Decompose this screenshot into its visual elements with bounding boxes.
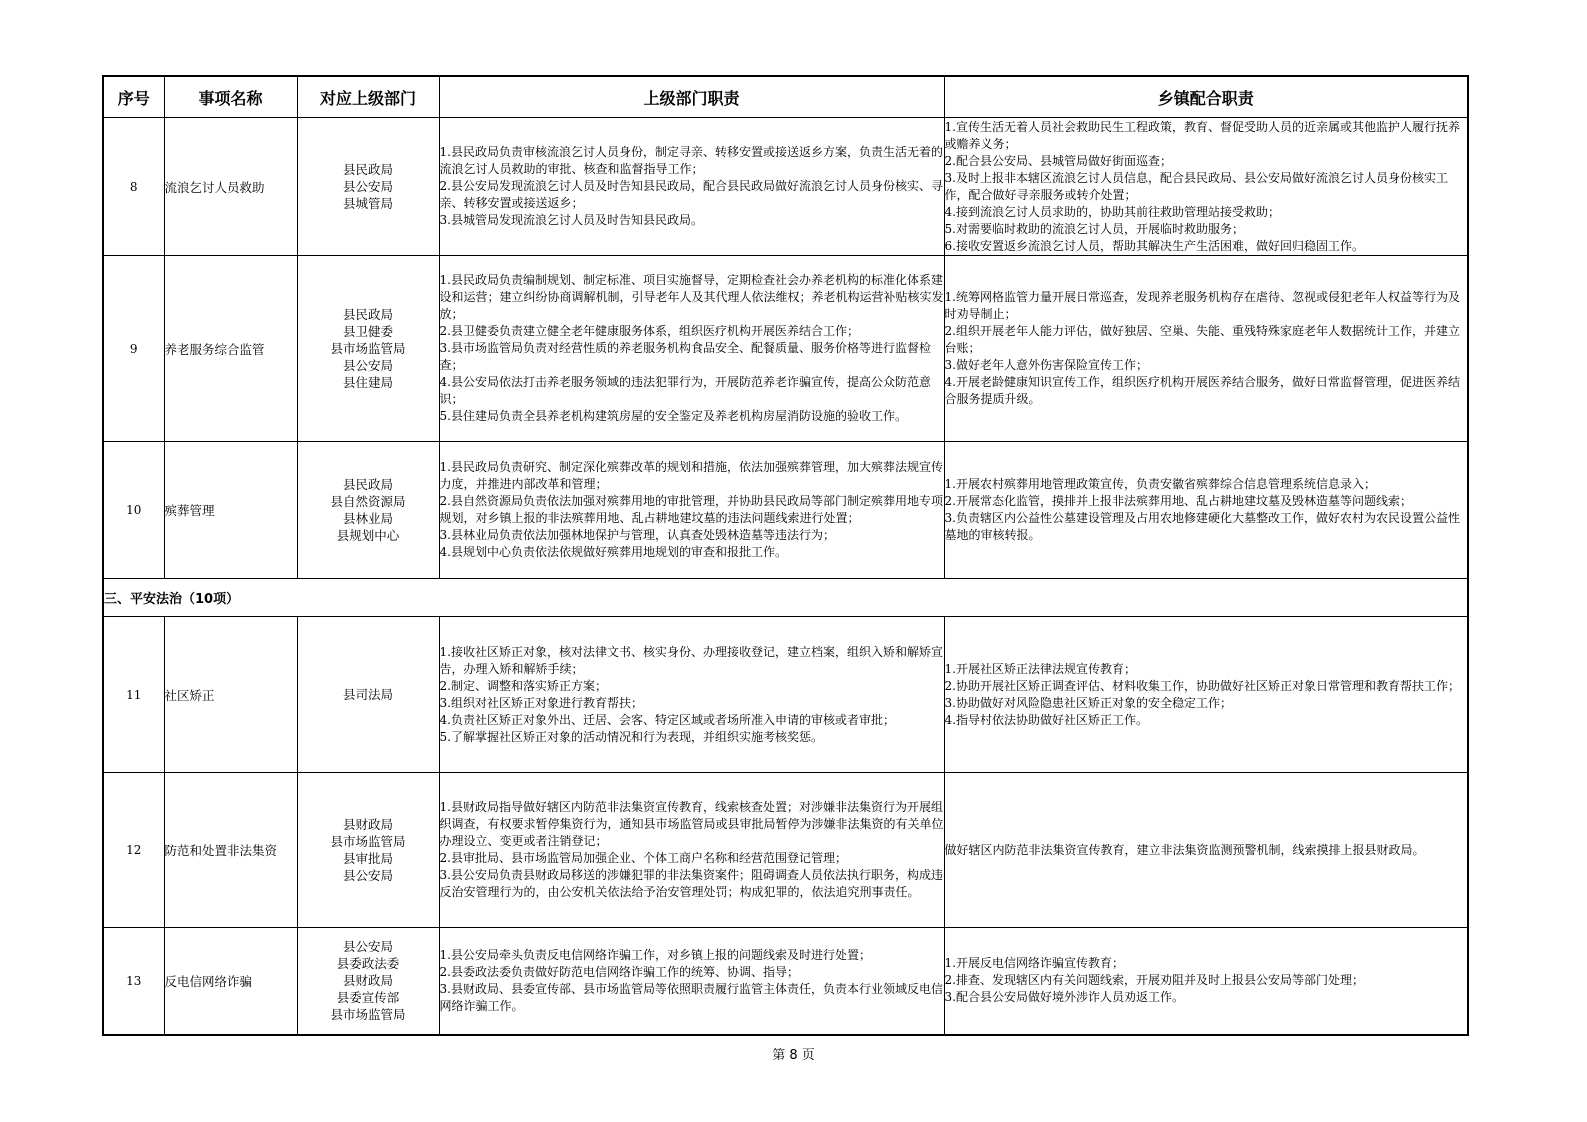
upper-duty-item: 2.县自然资源局负责依法加强对殡葬用地的审批管理，并协助县民政局等部门制定殡葬用地专项规划，对乡镇上报的非法殡葬用地、乱占耕地建坟墓的违法问题线索进行处置； <box>439 494 943 525</box>
town-duty-item: 3.配合县公安局做好境外涉诈人员劝返工作。 <box>944 990 1184 1005</box>
upper-duty-item: 3.县财政局、县委宣传部、县市场监管局等依照职责履行监管主体责任，负责本行业领域反电信网络诈骗工作。 <box>439 981 943 1013</box>
row-number: 13 <box>103 928 164 1035</box>
town-duty-item: 4.指导村依法协助做好社区矫正工作。 <box>944 712 1148 727</box>
table-body-a <box>103 118 1468 579</box>
page-footer: 第 8 页 <box>772 1048 815 1063</box>
header-num: 序号 <box>103 76 164 118</box>
upper-duty-item: 3.县市场监管局负责对经营性质的养老服务机构食品安全、配餐质量、服务价格等进行监督检查； <box>439 341 931 372</box>
item-name: 流浪乞讨人员救助 <box>164 118 297 256</box>
row-number: 12 <box>103 773 164 928</box>
table-body-b <box>103 617 1468 1035</box>
town-duty-item: 1.宣传生活无着人员社会救助民生工程政策，教育、督促受助人员的近亲属或其他监护人履行抚养或赡养义务； <box>944 119 1460 151</box>
upper-departments <box>297 773 439 928</box>
row-number: 9 <box>103 256 164 442</box>
upper-duty-item: 3.县公安局负责县财政局移送的涉嫌犯罪的非法集资案件；阻碍调查人员依法执行职务，构成违反治安管理行为的，由公安机关依法给予治安管理处罚；构成犯罪的，依法追究刑事责任。 <box>439 868 943 899</box>
item-name: 防范和处置非法集资 <box>164 773 297 928</box>
upper-duty-item: 2.制定、调整和落实矫正方案； <box>439 678 607 693</box>
table-row <box>103 773 1468 928</box>
upper-departments <box>297 617 439 773</box>
upper-departments <box>297 256 439 442</box>
town-duty <box>944 773 1468 928</box>
department-name: 县委宣传部 <box>336 990 400 1006</box>
upper-duty <box>439 256 944 442</box>
town-duty-item: 2.配合县公安局、县城管局做好街面巡查； <box>944 153 1172 168</box>
department-name: 县财政局 <box>342 817 393 832</box>
table-row <box>103 256 1468 442</box>
department-name: 县民政局 <box>342 477 393 492</box>
department-name: 县财政局 <box>342 973 393 989</box>
department-name: 县委政法委 <box>336 956 400 972</box>
upper-duty-item: 5.了解掌握社区矫正对象的活动情况和行为表现，并组织实施考核奖惩。 <box>439 729 823 744</box>
header-upper-dept: 对应上级部门 <box>297 76 439 118</box>
town-duty-item: 6.接收安置返乡流浪乞讨人员，帮助其解决生产生活困难，做好回归稳固工作。 <box>944 238 1364 253</box>
upper-duty-item: 5.县住建局负责全县养老机构建筑房屋的安全鉴定及养老机构房屋消防设施的验收工作。 <box>439 409 907 423</box>
department-name: 县市场监管局 <box>330 1007 406 1023</box>
upper-duty-item: 2.县卫健委负责建立健全老年健康服务体系，组织医疗机构开展医养结合工作； <box>439 324 859 338</box>
town-duty-item: 1.开展农村殡葬用地管理政策宣传，负责安徽省殡葬综合信息管理系统信息录入； <box>944 477 1376 491</box>
town-duty-item: 做好辖区内防范非法集资宣传教育，建立非法集资监测预警机制，线索摸排上报县财政局。 <box>944 842 1425 857</box>
table-row <box>103 928 1468 1035</box>
department-name: 县公安局 <box>342 868 393 883</box>
upper-duty-item: 1.县民政局负责编制规划、制定标准、项目实施督导，定期检查社会办养老机构的标准化体系建设和运营；建立纠纷协商调解机制，引导老年人及其代理人依法维权；养老机构运营补贴核实发放； <box>439 273 944 321</box>
upper-duty-item: 3.县城管局发现流浪乞讨人员及时告知县民政局。 <box>439 213 703 227</box>
town-duty-item: 3.及时上报非本辖区流浪乞讨人员信息，配合县民政局、县公安局做好流浪乞讨人员身份核实工作，配合做好寻亲服务或转介处置； <box>944 170 1448 202</box>
department-name: 县民政局 <box>342 307 393 322</box>
header-row <box>103 76 1468 118</box>
department-name: 县自然资源局 <box>330 494 406 509</box>
town-duty <box>944 118 1468 256</box>
upper-duty <box>439 118 944 256</box>
upper-duty-item: 2.县委政法委负责做好防范电信网络诈骗工作的统筹、协调、指导； <box>439 964 799 979</box>
department-name: 县卫健委 <box>342 324 393 339</box>
town-duty <box>944 256 1468 442</box>
upper-departments <box>297 118 439 256</box>
town-duty <box>944 617 1468 773</box>
header-upper-duty: 上级部门职责 <box>439 76 944 118</box>
upper-duty-item: 1.县民政局负责审核流浪乞讨人员身份，制定寻亲、转移安置或接送返乡方案，负责生活无着的流浪乞讨人员救助的审批、核查和监督指导工作； <box>439 145 943 176</box>
upper-duty-item: 1.县公安局牵头负责反电信网络诈骗工作，对乡镇上报的问题线索及时进行处置； <box>439 947 871 962</box>
row-number: 8 <box>103 118 164 256</box>
item-name: 殡葬管理 <box>164 442 297 579</box>
town-duty <box>944 442 1468 579</box>
town-duty-item: 4.接到流浪乞讨人员求助的，协助其前往救助管理站接受救助； <box>944 204 1280 219</box>
town-duty-item: 3.协助做好对风险隐患社区矫正对象的安全稳定工作； <box>944 695 1232 710</box>
department-name: 县公安局 <box>342 179 393 194</box>
upper-departments <box>297 442 439 579</box>
upper-duty-item: 4.负责社区矫正对象外出、迁居、会客、特定区域或者场所准入申请的审核或者审批； <box>439 712 895 727</box>
row-number: 10 <box>103 442 164 579</box>
town-duty-item: 2.协助开展社区矫正调查评估、材料收集工作，协助做好社区矫正对象日常管理和教育帮扶工作； <box>944 678 1460 693</box>
section-title: 三、平安法治（10项） <box>103 579 1468 617</box>
town-duty-item: 1.统筹网格监管力量开展日常巡查，发现养老服务机构存在虐待、忽视或侵犯老年人权益等行为及时劝导制止； <box>944 290 1460 321</box>
table-row <box>103 118 1468 256</box>
upper-duty <box>439 928 944 1035</box>
section-body <box>103 579 1468 617</box>
town-duty-item: 2.开展常态化监管，摸排并上报非法殡葬用地、乱占耕地建坟墓及毁林造墓等问题线索； <box>944 494 1412 508</box>
upper-duty <box>439 617 944 773</box>
upper-duty-item: 1.县财政局指导做好辖区内防范非法集资宣传教育，线索核查处置；对涉嫌非法集资行为开展组织调查，有权要求暂停集资行为，通知县市场监管局或县审批局暂停为涉嫌非法集资的有关单位办理设立、变更或者注销登记； <box>439 800 944 848</box>
department-name: 县住建局 <box>342 375 393 390</box>
duty-table <box>102 75 1469 1036</box>
upper-departments <box>297 928 439 1035</box>
upper-duty <box>439 773 944 928</box>
item-name: 社区矫正 <box>164 617 297 773</box>
upper-duty-item: 2.县公安局发现流浪乞讨人员及时告知县民政局，配合县民政局做好流浪乞讨人员身份核实、寻亲、转移安置或接送返乡； <box>439 179 943 210</box>
department-name: 县市场监管局 <box>330 341 406 356</box>
upper-duty-item: 4.县规划中心负责依法依规做好殡葬用地规划的审查和报批工作。 <box>439 545 787 559</box>
town-duty-item: 1.开展反电信网络诈骗宣传教育； <box>944 956 1124 971</box>
town-duty-item: 3.负责辖区内公益性公墓建设管理及占用农地修建硬化大墓整改工作，做好农村为农民设置公益性墓地的审核转报。 <box>944 511 1460 542</box>
town-duty <box>944 928 1468 1035</box>
town-duty-item: 1.开展社区矫正法律法规宣传教育； <box>944 661 1136 676</box>
upper-duty-item: 4.县公安局依法打击养老服务领域的违法犯罪行为，开展防范养老诈骗宣传，提高公众防范意识； <box>439 375 931 406</box>
town-duty-item: 4.开展老龄健康知识宣传工作，组织医疗机构开展医养结合服务，做好日常监督管理，促进医养结合服务提质升级。 <box>944 375 1460 406</box>
department-name: 县公安局 <box>342 358 393 373</box>
item-name: 反电信网络诈骗 <box>164 928 297 1035</box>
department-name: 县公安局 <box>342 939 393 955</box>
table-row <box>103 617 1468 773</box>
department-name: 县城管局 <box>342 196 393 211</box>
town-duty-item: 5.对需要临时救助的流浪乞讨人员，开展临时救助服务； <box>944 221 1244 236</box>
upper-duty-item: 3.县林业局负责依法加强林地保护与管理，认真查处毁林造墓等违法行为； <box>439 528 835 542</box>
header-town-duty: 乡镇配合职责 <box>944 76 1468 118</box>
department-name: 县司法局 <box>342 687 393 702</box>
department-name: 县审批局 <box>342 851 393 866</box>
department-name: 县规划中心 <box>336 528 400 543</box>
upper-duty <box>439 442 944 579</box>
department-name: 县市场监管局 <box>330 834 406 849</box>
town-duty-item: 2.组织开展老年人能力评估，做好独居、空巢、失能、重残特殊家庭老年人数据统计工作，并建立台账； <box>944 324 1460 355</box>
upper-duty-item: 1.接收社区矫正对象，核对法律文书、核实身份、办理接收登记，建立档案，组织入矫和解矫宣告，办理入矫和解矫手续； <box>439 644 943 676</box>
row-number: 11 <box>103 617 164 773</box>
upper-duty-item: 1.县民政局负责研究、制定深化殡葬改革的规划和措施，依法加强殡葬管理，加大殡葬法规宣传力度，并推进内部改革和管理； <box>439 460 943 491</box>
table-row <box>103 442 1468 579</box>
department-name: 县林业局 <box>342 511 393 526</box>
upper-duty-item: 2.县审批局、县市场监管局加强企业、个体工商户名称和经营范围登记管理； <box>439 851 847 865</box>
town-duty-item: 3.做好老年人意外伤害保险宣传工作； <box>944 358 1148 372</box>
town-duty-item: 2.排查、发现辖区内有关问题线索，开展劝阻并及时上报县公安局等部门处理； <box>944 973 1364 988</box>
upper-duty-item: 3.组织对社区矫正对象进行教育帮扶； <box>439 695 643 710</box>
item-name: 养老服务综合监管 <box>164 256 297 442</box>
header-item-name: 事项名称 <box>164 76 297 118</box>
department-name: 县民政局 <box>342 162 393 177</box>
section-row <box>103 579 1468 617</box>
